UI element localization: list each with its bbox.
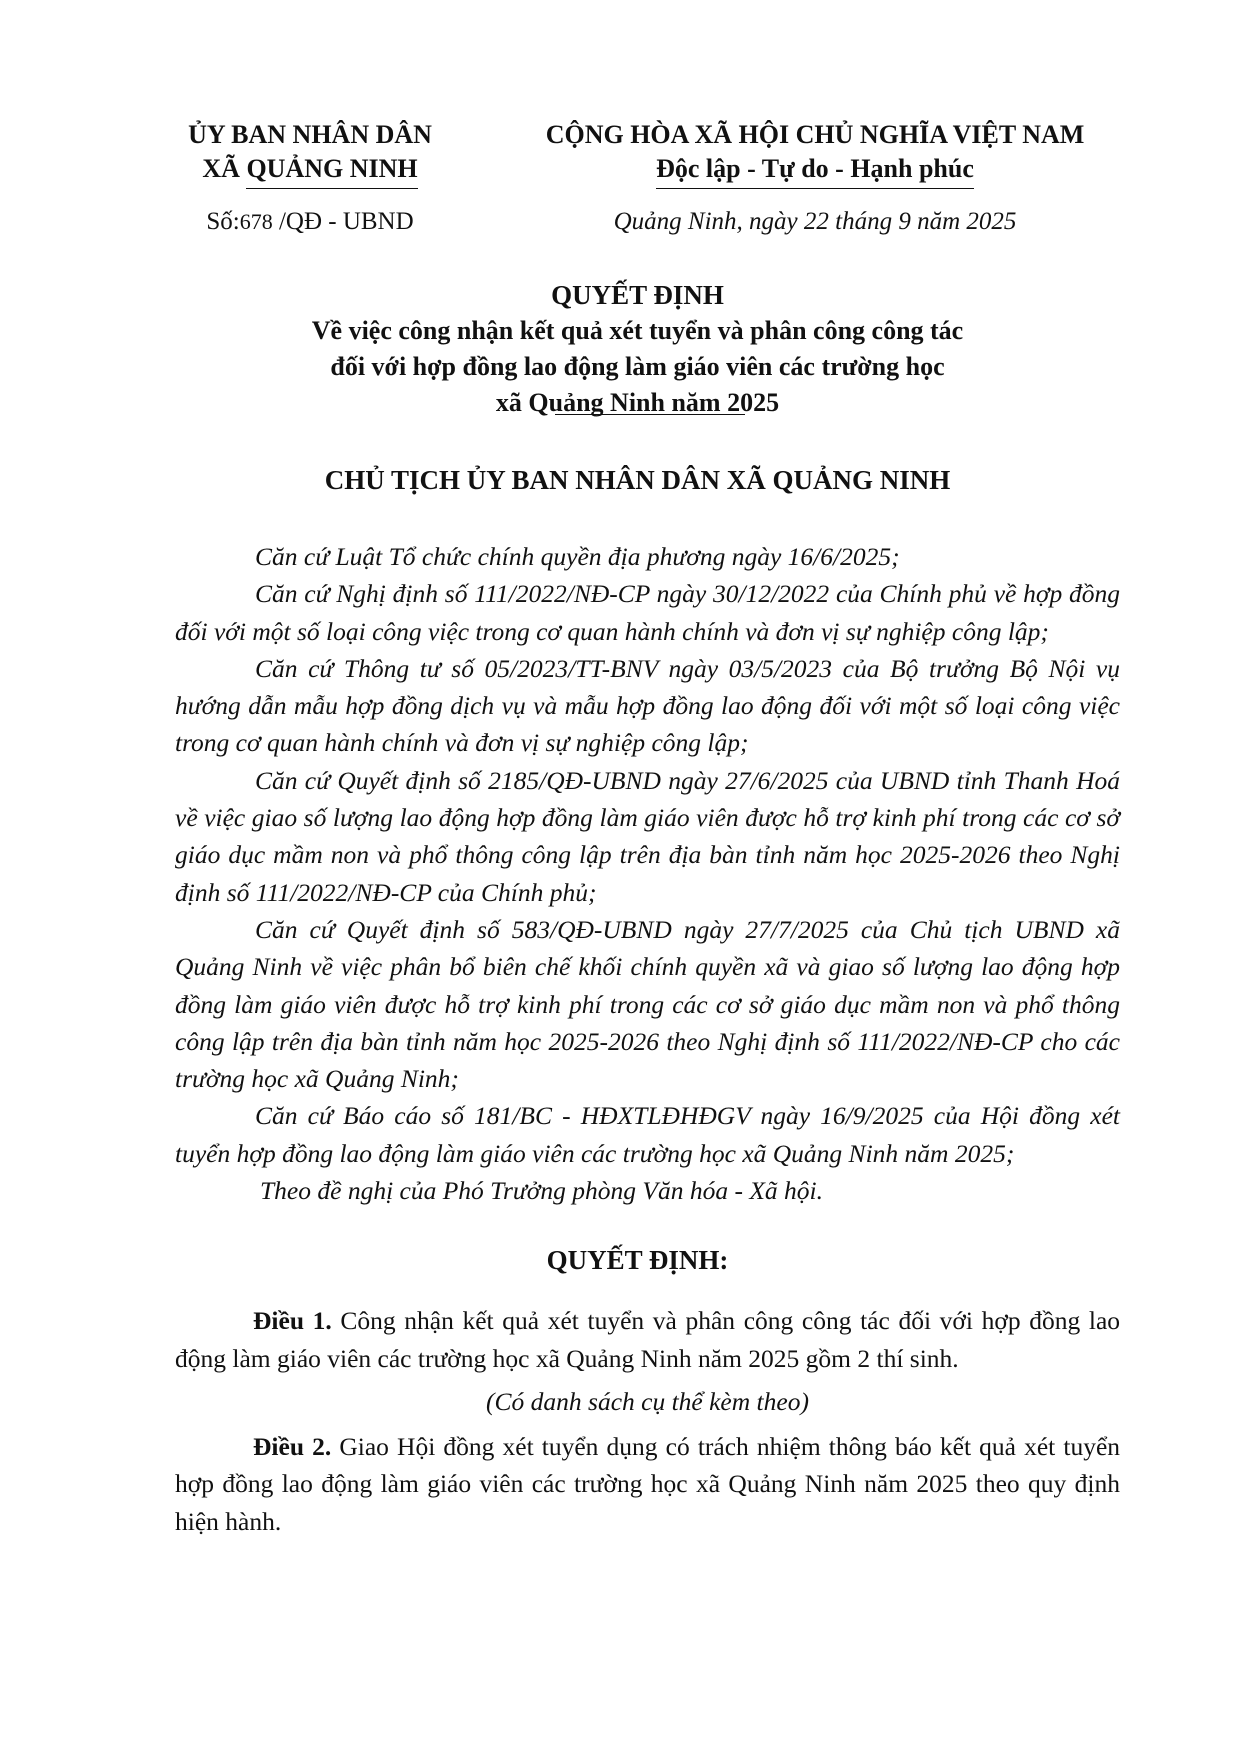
authority-line-1: ỦY BAN NHÂN DÂN [188,120,432,149]
doc-number-prefix: Số: [206,208,240,235]
authority-line-2-prefix: XÃ [202,154,247,183]
legal-basis-list [175,538,1120,1209]
motto-line [505,152,1125,189]
document-title [150,277,1125,421]
signing-authority-heading: CHỦ TỊCH ỦY BAN NHÂN DÂN XÃ QUẢNG NINH [324,465,951,495]
title-main: QUYẾT ĐỊNH [551,280,724,310]
legal-basis-item: Căn cứ Báo cáo số 181/BC - HĐXTLĐHĐGV ngày 16/9/2025 của Hội đồng xét tuyển hợp đồng lao động làm giáo viên các trường học xã Quảng Ninh năm 2025; [175,1101,1120,1168]
article-1-text: Công nhận kết quả xét tuyển và phân công công tác đối với hợp đồng lao động làm giáo viên các trường học xã Quảng Ninh năm 2025 gồm 2 thí sinh. [175,1306,1121,1373]
article-2 [175,1428,1120,1541]
legal-basis-item: Căn cứ Quyết định số 2185/QĐ-UBND ngày 27/6/2025 của UBND tỉnh Thanh Hoá về việc giao số lượng lao động hợp đồng làm giáo viên được hỗ trợ kinh phí trong các cơ sở giáo dục mầm non và phổ thông công lập trên địa bàn tỉnh năm học 2025-2026 theo Nghị định số 111/2022/NĐ-CP của Chính phủ; [175,765,1120,907]
national-motto [505,118,1125,189]
title-subject-line-1: Về việc công nhận kết quả xét tuyển và phân công công tác [311,316,964,345]
decision-articles [175,1302,1120,1540]
article-1-label: Điều 1. [253,1306,332,1335]
legal-basis-item: Căn cứ Nghị định số 111/2022/NĐ-CP ngày 30/12/2022 của Chính phủ về hợp đồng đối với một số loại công việc trong cơ quan hành chính và đơn vị sự nghiệp công lập; [175,579,1120,646]
title-subject-line-2: đối với hợp đồng lao động làm giáo viên các trường học [330,352,945,381]
decision-heading: QUYẾT ĐỊNH: [546,1245,729,1275]
article-1 [175,1302,1120,1377]
article-2-text: Giao Hội đồng xét tuyển dụng có trách nhiệm thông báo kết quả xét tuyển hợp đồng lao động làm giáo viên các trường học xã Quảng Ninh năm 2025 theo quy định hiện hành. [175,1431,1121,1536]
title-divider [555,414,745,415]
doc-number-value: 678 [239,209,273,234]
legal-basis-item: Căn cứ Luật Tổ chức chính quyền địa phương ngày 16/6/2025; [255,542,900,571]
legal-basis-item: Căn cứ Thông tư số 05/2023/TT-BNV ngày 03/5/2023 của Bộ trưởng Bộ Nội vụ hướng dẫn mẫu hợp đồng dịch vụ và mẫu hợp đồng lao động đối với một số loại công việc trong cơ quan hành chính và đơn vị sự nghiệp công lập; [175,653,1120,758]
place-and-date: Quảng Ninh, ngày 22 tháng 9 năm 2025 [613,208,1017,235]
title-subject-line-3: xã Quảng Ninh năm 2025 [495,388,780,417]
article-2-label: Điều 2. [253,1431,332,1461]
authority-name-underlined: QUẢNG NINH [246,152,417,189]
legal-basis-item: Căn cứ Quyết định số 583/QĐ-UBND ngày 27/7/2025 của Chủ tịch UBND xã Quảng Ninh về việc phân bổ biên chế khối chính quyền xã và giao số lượng lao động hợp đồng làm giáo viên được hỗ trợ kinh phí trong các cơ sở giáo dục mầm non và phổ thông công lập trên địa bàn tỉnh năm học 2025-2026 theo Nghị định số 111/2022/NĐ-CP cho các trường học xã Quảng Ninh; [175,914,1120,1094]
document-number [150,208,470,236]
country-name: CỘNG HÒA XÃ HỘI CHỦ NGHĨA VIỆT NAM [545,120,1085,149]
attachment-note: (Có danh sách cụ thể kèm theo) [486,1387,809,1416]
motto-text: Độc lập - Tự do - Hạnh phúc [656,152,974,189]
legal-basis-item: Theo đề nghị của Phó Trưởng phòng Văn hóa - Xã hội. [260,1176,823,1206]
issuing-authority [150,118,470,189]
authority-line-2 [150,152,470,189]
doc-number-suffix: /QĐ - UBND [272,208,414,235]
